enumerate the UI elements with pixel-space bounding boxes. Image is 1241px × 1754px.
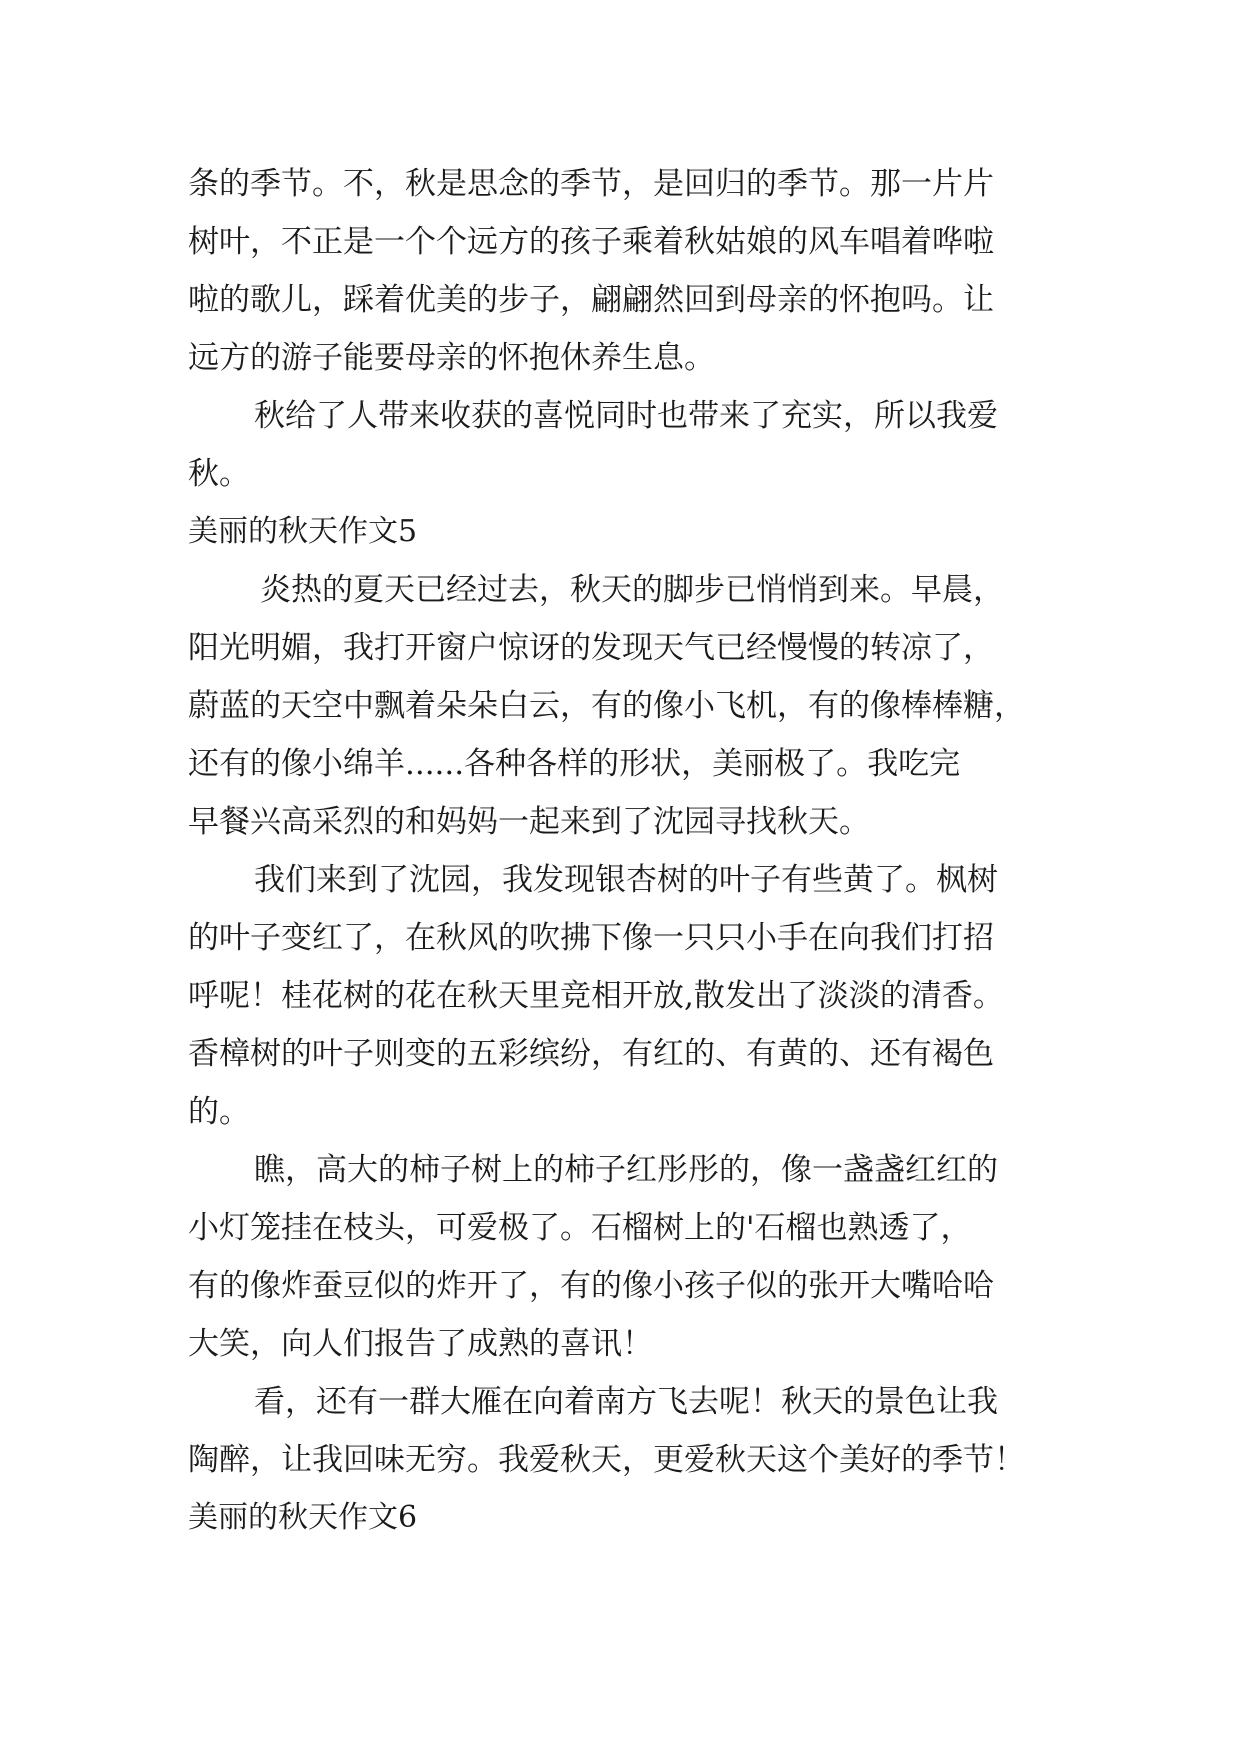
paragraph-start-line: 秋给了人带来收获的喜悦同时也带来了充实，所以我爱: [254, 398, 998, 434]
text-line: 啦的歌儿，踩着优美的步子，翩翩然回到母亲的怀抱吗。让: [188, 282, 994, 318]
text-line: 呼呢！桂花树的花在秋天里竞相开放,散发出了淡淡的清香。: [188, 978, 1004, 1014]
text-line: 树叶，不正是一个个远方的孩子乘着秋姑娘的风车唱着哗啦: [188, 224, 994, 260]
text-line: 秋。: [188, 456, 250, 492]
paragraph-start-line: 炎热的夏天已经过去，秋天的脚步已悄悄到来。早晨，: [260, 572, 1004, 608]
text-line: 的叶子变红了，在秋风的吹拂下像一只只小手在向我们打招: [188, 920, 994, 956]
text-line: 香樟树的叶子则变的五彩缤纷，有红的、有黄的、还有褐色: [188, 1036, 994, 1072]
text-line: 大笑，向人们报告了成熟的喜讯！: [188, 1326, 653, 1362]
text-line: 的。: [188, 1094, 250, 1130]
text-line: 蔚蓝的天空中飘着朵朵白云，有的像小飞机，有的像棒棒糖，: [188, 688, 1025, 724]
text-line: 陶醉，让我回味无穷。我爱秋天，更爱秋天这个美好的季节！: [188, 1442, 1025, 1478]
text-line: 有的像炸蚕豆似的炸开了，有的像小孩子似的张开大嘴哈哈: [188, 1268, 994, 1304]
paragraph-start-line: 我们来到了沈园，我发现银杏树的叶子有些黄了。枫树: [254, 862, 998, 898]
text-line: 早餐兴高采烈的和妈妈一起来到了沈园寻找秋天。: [188, 804, 870, 840]
section-heading: 美丽的秋天作文6: [188, 1500, 418, 1535]
text-line: 还有的像小绵羊......各种各样的形状，美丽极了。我吃完: [188, 746, 961, 782]
text-line: 阳光明媚，我打开窗户惊讶的发现天气已经慢慢的转凉了，: [188, 630, 994, 666]
paragraph-start-line: 看，还有一群大雁在向着南方飞去呢！秋天的景色让我: [254, 1384, 998, 1420]
text-line: 远方的游子能要母亲的怀抱休养生息。: [188, 340, 715, 376]
section-heading: 美丽的秋天作文5: [188, 514, 418, 549]
text-line: 条的季节。不，秋是思念的季节，是回归的季节。那一片片: [188, 166, 994, 202]
paragraph-start-line: 瞧，高大的柿子树上的柿子红彤彤的，像一盏盏红红的: [254, 1152, 998, 1188]
text-line: 小灯笼挂在枝头，可爱极了。石榴树上的'石榴也熟透了，: [188, 1210, 972, 1246]
